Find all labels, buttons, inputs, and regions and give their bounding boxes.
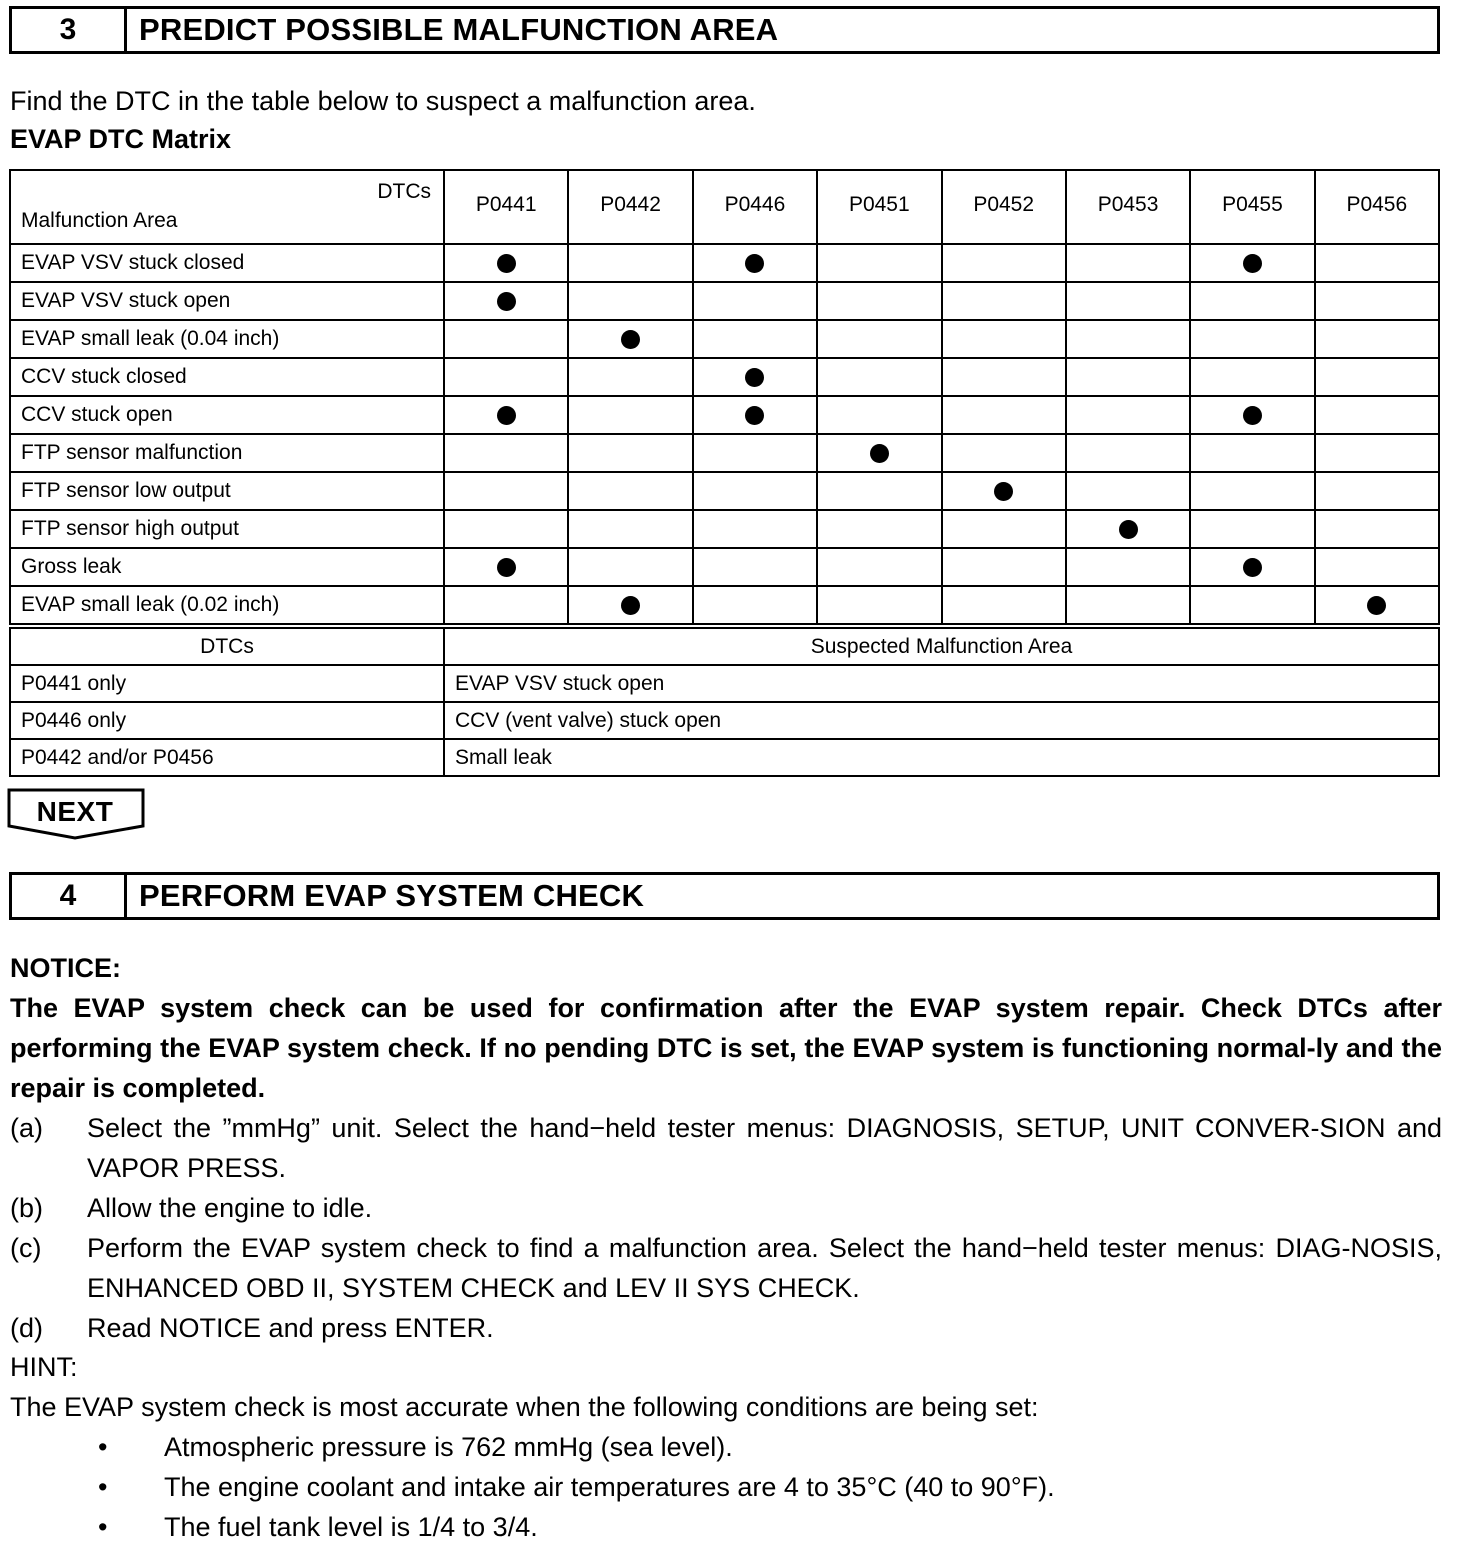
table-row — [10, 282, 1439, 320]
matrix-cell — [1066, 282, 1190, 320]
matrix-cell — [942, 244, 1066, 282]
matrix-cell — [693, 586, 817, 624]
matrix-cell — [942, 472, 1066, 510]
table-row — [10, 586, 1439, 624]
matrix-cell — [1066, 472, 1190, 510]
suspect-col-dtcs: DTCs — [10, 628, 444, 665]
matrix-cell — [1315, 548, 1439, 586]
matrix-cell — [1315, 358, 1439, 396]
bullet-text: Atmospheric pressure is 762 mmHg (sea level). — [164, 1432, 733, 1462]
matrix-cell — [693, 282, 817, 320]
table-row — [10, 510, 1439, 548]
malfunction-area-cell: FTP sensor malfunction — [10, 434, 444, 472]
matrix-cell — [942, 320, 1066, 358]
table-row — [10, 702, 1439, 739]
malfunction-area-cell: EVAP VSV stuck open — [10, 282, 444, 320]
filled-dot-icon — [1243, 254, 1262, 273]
matrix-cell — [1315, 434, 1439, 472]
matrix-cell — [1190, 586, 1314, 624]
bullet-icon: • — [98, 1472, 108, 1502]
table-row — [10, 472, 1439, 510]
filled-dot-icon — [497, 558, 516, 577]
bullet-icon: • — [98, 1432, 108, 1462]
matrix-cell — [444, 320, 568, 358]
matrix-cell — [1190, 320, 1314, 358]
bullet-text: The engine coolant and intake air temperatures are 4 to 35°C (40 to 90°F). — [164, 1472, 1055, 1502]
notice-label: NOTICE: — [10, 953, 121, 983]
matrix-cell — [942, 548, 1066, 586]
filled-dot-icon — [994, 482, 1013, 501]
matrix-cell — [693, 358, 817, 396]
matrix-cell — [817, 510, 941, 548]
matrix-cell — [693, 396, 817, 434]
table-row — [10, 739, 1439, 776]
bullet-icon: • — [98, 1512, 108, 1542]
dtc-code-header: P0452 — [942, 170, 1066, 244]
matrix-cell — [1066, 548, 1190, 586]
step-item-d — [10, 1308, 1442, 1348]
notice-text: The EVAP system check can be used for confirmation after the EVAP system repair. Check DTCs after performing the EVAP system check. If no pending DTC is set, the EVAP system is functioning normal-ly and the repair is completed. — [10, 993, 1442, 1103]
dtc-code-header: P0451 — [817, 170, 941, 244]
matrix-corner-area: Malfunction Area — [21, 209, 178, 232]
evap-dtc-matrix — [9, 169, 1440, 625]
table-row — [10, 548, 1439, 586]
matrix-cell — [942, 282, 1066, 320]
matrix-cell — [568, 472, 692, 510]
step-item-label: (b) — [10, 1193, 43, 1223]
dtc-code-header: P0446 — [693, 170, 817, 244]
matrix-cell — [1315, 510, 1439, 548]
filled-dot-icon — [1119, 520, 1138, 539]
matrix-cell — [1066, 510, 1190, 548]
matrix-cell — [568, 244, 692, 282]
matrix-cell — [1066, 244, 1190, 282]
malfunction-area-cell: CCV stuck closed — [10, 358, 444, 396]
matrix-cell — [693, 244, 817, 282]
step-3-intro: Find the DTC in the table below to suspect a malfunction area. — [10, 86, 756, 116]
step-item-text: Allow the engine to idle. — [87, 1193, 373, 1223]
matrix-cell — [1315, 472, 1439, 510]
step-item-b — [10, 1188, 1442, 1228]
table-row — [10, 320, 1439, 358]
step-item-label: (c) — [10, 1233, 42, 1263]
matrix-cell — [942, 396, 1066, 434]
step-item-a — [10, 1108, 1442, 1188]
suspect-area-cell: CCV (vent valve) stuck open — [444, 702, 1439, 739]
dtc-code-header: P0453 — [1066, 170, 1190, 244]
suspect-dtc-cell: P0441 only — [10, 665, 444, 702]
matrix-cell — [693, 510, 817, 548]
matrix-cell — [942, 510, 1066, 548]
malfunction-area-cell: FTP sensor low output — [10, 472, 444, 510]
suspect-col-area: Suspected Malfunction Area — [444, 628, 1439, 665]
suspect-dtc-cell: P0446 only — [10, 702, 444, 739]
matrix-corner-dtcs: DTCs — [377, 180, 431, 203]
matrix-cell — [444, 434, 568, 472]
matrix-cell — [1190, 282, 1314, 320]
matrix-cell — [1066, 320, 1190, 358]
malfunction-area-cell: EVAP small leak (0.02 inch) — [10, 586, 444, 624]
matrix-cell — [1190, 548, 1314, 586]
dtc-code-header: P0455 — [1190, 170, 1314, 244]
matrix-cell — [817, 434, 941, 472]
matrix-cell — [568, 548, 692, 586]
filled-dot-icon — [745, 368, 764, 387]
matrix-cell — [693, 472, 817, 510]
matrix-corner-cell — [10, 170, 444, 244]
step-item-text: Read NOTICE and press ENTER. — [87, 1313, 494, 1343]
step-4-title: PERFORM EVAP SYSTEM CHECK — [139, 878, 645, 913]
matrix-cell — [817, 396, 941, 434]
hint-text: The EVAP system check is most accurate when the following conditions are being set: — [10, 1392, 1039, 1422]
matrix-cell — [1190, 510, 1314, 548]
matrix-cell — [568, 434, 692, 472]
matrix-cell — [1315, 320, 1439, 358]
suspect-dtc-cell: P0442 and/or P0456 — [10, 739, 444, 776]
filled-dot-icon — [497, 254, 516, 273]
filled-dot-icon — [745, 406, 764, 425]
malfunction-area-cell: EVAP small leak (0.04 inch) — [10, 320, 444, 358]
matrix-cell — [817, 320, 941, 358]
matrix-cell — [568, 282, 692, 320]
matrix-cell — [817, 282, 941, 320]
table-row — [10, 358, 1439, 396]
matrix-cell — [1066, 358, 1190, 396]
matrix-cell — [568, 510, 692, 548]
matrix-cell — [1066, 586, 1190, 624]
step-4-header — [9, 872, 1440, 920]
table-row — [10, 396, 1439, 434]
matrix-cell — [568, 586, 692, 624]
dtc-code-header: P0456 — [1315, 170, 1439, 244]
filled-dot-icon — [497, 406, 516, 425]
suspect-header-row — [10, 628, 1439, 665]
matrix-cell — [817, 472, 941, 510]
dtc-code-header: P0441 — [444, 170, 568, 244]
matrix-cell — [693, 320, 817, 358]
matrix-cell — [568, 320, 692, 358]
matrix-cell — [942, 434, 1066, 472]
step-item-text: Select the ”mmHg” unit. Select the hand−held tester menus: DIAGNOSIS, SETUP, UNIT CONVER-SION and VAPOR PRESS. — [87, 1113, 1442, 1183]
step-3-title: PREDICT POSSIBLE MALFUNCTION AREA — [139, 12, 779, 47]
bullet-text: The fuel tank level is 1/4 to 3/4. — [164, 1512, 538, 1542]
matrix-cell — [1190, 396, 1314, 434]
matrix-cell — [817, 586, 941, 624]
matrix-cell — [568, 396, 692, 434]
suspect-area-cell: EVAP VSV stuck open — [444, 665, 1439, 702]
malfunction-area-cell: FTP sensor high output — [10, 510, 444, 548]
matrix-cell — [1066, 396, 1190, 434]
matrix-cell — [568, 358, 692, 396]
step-3-number: 3 — [12, 9, 127, 51]
matrix-cell — [444, 282, 568, 320]
matrix-cell — [1190, 244, 1314, 282]
matrix-cell — [1315, 396, 1439, 434]
step-3-header — [9, 6, 1440, 54]
step-item-c — [10, 1228, 1442, 1308]
matrix-cell — [942, 586, 1066, 624]
matrix-cell — [1315, 586, 1439, 624]
filled-dot-icon — [1243, 558, 1262, 577]
filled-dot-icon — [870, 444, 889, 463]
matrix-header-row — [10, 170, 1439, 244]
step-4-number: 4 — [12, 875, 127, 917]
dtc-code-header: P0442 — [568, 170, 692, 244]
matrix-cell — [1190, 434, 1314, 472]
suspect-area-cell: Small leak — [444, 739, 1439, 776]
matrix-cell — [1190, 472, 1314, 510]
step-item-label: (d) — [10, 1313, 43, 1343]
filled-dot-icon — [1367, 596, 1386, 615]
matrix-cell — [444, 244, 568, 282]
filled-dot-icon — [621, 596, 640, 615]
next-button[interactable] — [7, 788, 145, 840]
matrix-title: EVAP DTC Matrix — [10, 124, 232, 154]
step-item-text: Perform the EVAP system check to find a malfunction area. Select the hand−held tester menus: DIAG-NOSIS, ENHANCED OBD II, SYSTEM CHECK and LEV II SYS CHECK. — [87, 1233, 1442, 1303]
suspected-area-table — [9, 627, 1440, 777]
matrix-cell — [444, 472, 568, 510]
table-row — [10, 244, 1439, 282]
matrix-cell — [1315, 244, 1439, 282]
matrix-cell — [444, 510, 568, 548]
matrix-cell — [444, 548, 568, 586]
malfunction-area-cell: Gross leak — [10, 548, 444, 586]
filled-dot-icon — [1243, 406, 1262, 425]
matrix-cell — [1066, 434, 1190, 472]
next-button-label: NEXT — [36, 796, 114, 827]
filled-dot-icon — [497, 292, 516, 311]
malfunction-area-cell: EVAP VSV stuck closed — [10, 244, 444, 282]
filled-dot-icon — [745, 254, 764, 273]
matrix-cell — [693, 434, 817, 472]
matrix-cell — [942, 358, 1066, 396]
matrix-cell — [444, 358, 568, 396]
matrix-cell — [817, 244, 941, 282]
matrix-cell — [444, 396, 568, 434]
matrix-cell — [817, 358, 941, 396]
table-row — [10, 434, 1439, 472]
matrix-cell — [1190, 358, 1314, 396]
malfunction-area-cell: CCV stuck open — [10, 396, 444, 434]
hint-label: HINT: — [10, 1352, 78, 1382]
matrix-cell — [817, 548, 941, 586]
matrix-cell — [1315, 282, 1439, 320]
matrix-cell — [693, 548, 817, 586]
step-item-label: (a) — [10, 1113, 43, 1143]
matrix-cell — [444, 586, 568, 624]
table-row — [10, 665, 1439, 702]
filled-dot-icon — [621, 330, 640, 349]
